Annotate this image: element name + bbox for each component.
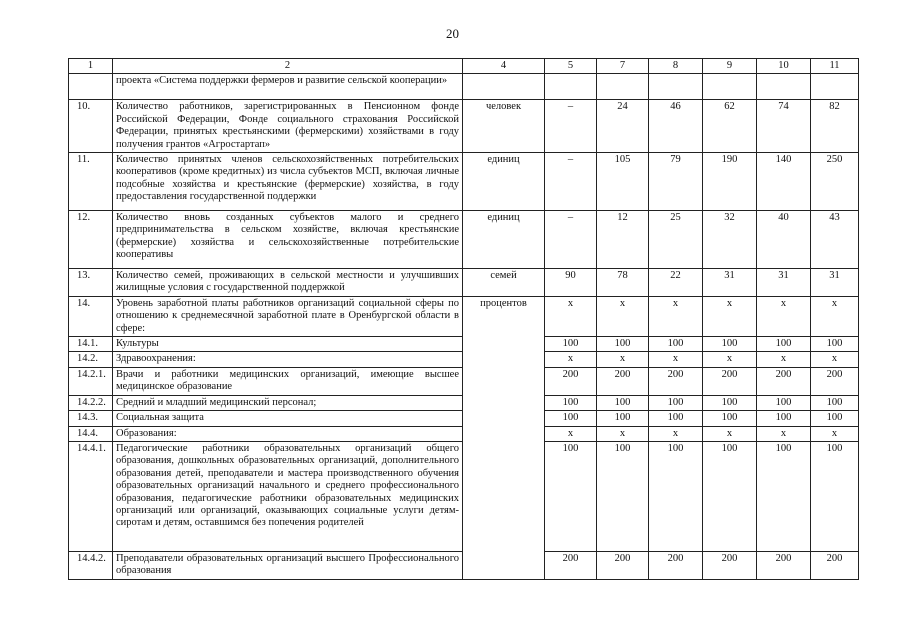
row-number: 14.2. — [69, 352, 113, 367]
value-cell: 12 — [597, 211, 649, 269]
value-cell: x — [757, 352, 811, 367]
value-cell: 100 — [811, 337, 859, 352]
value-cell: 250 — [811, 153, 859, 211]
indicator-name: Количество семей, проживающих в сельской местности и улучшивших жилищные условия с государственной поддержкой — [113, 269, 463, 297]
value-cell: 200 — [703, 367, 757, 395]
unit-cell: единиц — [463, 211, 545, 269]
row-number: 11. — [69, 153, 113, 211]
value-cell — [703, 74, 757, 100]
value-cell: 100 — [649, 395, 703, 410]
header-cell: 1 — [69, 59, 113, 74]
row-number: 13. — [69, 269, 113, 297]
unit-cell — [463, 74, 545, 100]
value-cell: 100 — [545, 441, 597, 551]
value-cell — [649, 74, 703, 100]
value-cell — [597, 74, 649, 100]
header-cell: 5 — [545, 59, 597, 74]
value-cell: 100 — [597, 337, 649, 352]
value-cell: x — [597, 296, 649, 336]
value-cell: 82 — [811, 100, 859, 153]
value-cell: x — [545, 426, 597, 441]
value-cell: 100 — [757, 441, 811, 551]
row-number: 12. — [69, 211, 113, 269]
unit-cell — [463, 551, 545, 579]
value-cell: 25 — [649, 211, 703, 269]
value-cell: 100 — [597, 441, 649, 551]
value-cell: 74 — [757, 100, 811, 153]
value-cell: x — [649, 426, 703, 441]
value-cell: 100 — [649, 337, 703, 352]
table-row — [69, 551, 859, 579]
value-cell: 100 — [811, 441, 859, 551]
value-cell: – — [545, 211, 597, 269]
header-cell: 8 — [649, 59, 703, 74]
value-cell: x — [545, 296, 597, 336]
indicator-name: Педагогические работники образовательных организаций общего образования, дошкольных образовательных организаций, дополнительного образования детей, преподаватели и мастера производственного обучения образовательных организаций начального и среднего профессионального образования, педагогические работники образовательных медицинских организаций или организаций, оказывающих социальные услуги детям-сиротам и детям, оставшимся без попечения родителей — [113, 441, 463, 551]
table-header-row — [69, 59, 859, 74]
header-cell: 10 — [757, 59, 811, 74]
indicator-name: Образования: — [113, 426, 463, 441]
indicator-name: проекта «Система поддержки фермеров и развитие сельской кооперации» — [113, 74, 463, 100]
value-cell: 190 — [703, 153, 757, 211]
table-row — [69, 74, 859, 100]
value-cell: 100 — [811, 395, 859, 410]
unit-cell: человек — [463, 100, 545, 153]
value-cell: 200 — [545, 367, 597, 395]
value-cell: 200 — [649, 551, 703, 579]
indicator-name: Преподаватели образовательных организаций высшего Профессионального образования — [113, 551, 463, 579]
header-cell: 4 — [463, 59, 545, 74]
table-row — [69, 337, 859, 352]
value-cell: 200 — [811, 551, 859, 579]
unit-cell — [463, 441, 545, 551]
value-cell: 200 — [811, 367, 859, 395]
row-number — [69, 74, 113, 100]
value-cell: 22 — [649, 269, 703, 297]
value-cell — [757, 74, 811, 100]
table-row — [69, 395, 859, 410]
value-cell — [545, 74, 597, 100]
value-cell: 31 — [703, 269, 757, 297]
value-cell: x — [703, 352, 757, 367]
header-cell: 11 — [811, 59, 859, 74]
unit-cell — [463, 367, 545, 395]
row-number: 14.3. — [69, 411, 113, 426]
unit-cell: процентов — [463, 296, 545, 336]
indicators-table — [68, 58, 859, 580]
header-cell: 7 — [597, 59, 649, 74]
page-number: 20 — [446, 26, 459, 41]
row-number: 14.4. — [69, 426, 113, 441]
value-cell: x — [757, 426, 811, 441]
indicator-name: Количество принятых членов сельскохозяйственных потребительских кооперативов (кроме кредитных) из числа субъектов МСП, включая личные подсобные хозяйства и крестьянские (фермерские) хозяйства, в году предоставления государственной поддержки — [113, 153, 463, 211]
value-cell: 105 — [597, 153, 649, 211]
value-cell: 100 — [649, 411, 703, 426]
row-number: 14. — [69, 296, 113, 336]
row-number: 14.2.2. — [69, 395, 113, 410]
table-row — [69, 153, 859, 211]
value-cell: x — [703, 296, 757, 336]
indicator-name: Количество вновь созданных субъектов малого и среднего предпринимательства в сельском хозяйстве, включая крестьянские (фермерские) хозяйства и сельскохозяйственные потребительские кооперативы — [113, 211, 463, 269]
header-cell: 2 — [113, 59, 463, 74]
indicator-name: Врачи и работники медицинских организаций, имеющие высшее медицинское образование — [113, 367, 463, 395]
row-number: 14.1. — [69, 337, 113, 352]
table-row — [69, 367, 859, 395]
value-cell: 100 — [545, 411, 597, 426]
value-cell: x — [811, 296, 859, 336]
value-cell: 78 — [597, 269, 649, 297]
value-cell: 200 — [757, 367, 811, 395]
value-cell: 200 — [703, 551, 757, 579]
value-cell: 43 — [811, 211, 859, 269]
value-cell: 100 — [757, 411, 811, 426]
value-cell: x — [597, 426, 649, 441]
value-cell: 200 — [597, 551, 649, 579]
unit-cell: семей — [463, 269, 545, 297]
row-number: 10. — [69, 100, 113, 153]
value-cell: x — [811, 426, 859, 441]
indicator-name: Количество работников, зарегистрированных в Пенсионном фонде Российской Федерации, Фонде социального страхования Российской Федерации, принятых крестьянскими (фермерскими) хозяйствами в году получения грантов «Агростартап» — [113, 100, 463, 153]
value-cell: 100 — [811, 411, 859, 426]
value-cell: 100 — [597, 411, 649, 426]
value-cell: – — [545, 153, 597, 211]
table-row — [69, 411, 859, 426]
value-cell: 100 — [703, 411, 757, 426]
unit-cell — [463, 426, 545, 441]
value-cell — [811, 74, 859, 100]
value-cell: 40 — [757, 211, 811, 269]
table-row — [69, 296, 859, 336]
indicator-name: Средний и младший медицинский персонал; — [113, 395, 463, 410]
value-cell: – — [545, 100, 597, 153]
value-cell: x — [757, 296, 811, 336]
value-cell: 200 — [649, 367, 703, 395]
value-cell: 32 — [703, 211, 757, 269]
indicator-name: Культуры — [113, 337, 463, 352]
value-cell: 200 — [757, 551, 811, 579]
value-cell: 24 — [597, 100, 649, 153]
unit-cell: единиц — [463, 153, 545, 211]
table-row — [69, 352, 859, 367]
unit-cell — [463, 337, 545, 352]
value-cell: 100 — [703, 337, 757, 352]
value-cell: 31 — [811, 269, 859, 297]
value-cell: 90 — [545, 269, 597, 297]
value-cell: x — [597, 352, 649, 367]
value-cell: 200 — [545, 551, 597, 579]
value-cell: 100 — [545, 395, 597, 410]
value-cell: 31 — [757, 269, 811, 297]
table-row — [69, 211, 859, 269]
value-cell: 62 — [703, 100, 757, 153]
value-cell: 100 — [545, 337, 597, 352]
unit-cell — [463, 395, 545, 410]
value-cell: 100 — [649, 441, 703, 551]
unit-cell — [463, 352, 545, 367]
unit-cell — [463, 411, 545, 426]
value-cell: 100 — [703, 441, 757, 551]
row-number: 14.4.1. — [69, 441, 113, 551]
value-cell: x — [545, 352, 597, 367]
row-number: 14.2.1. — [69, 367, 113, 395]
indicator-name: Здравоохранения: — [113, 352, 463, 367]
table-row — [69, 100, 859, 153]
indicator-name: Социальная защита — [113, 411, 463, 426]
value-cell: 100 — [757, 395, 811, 410]
value-cell: x — [811, 352, 859, 367]
value-cell: 100 — [757, 337, 811, 352]
indicator-name: Уровень заработной платы работников организаций социальной сферы по отношению к среднемесячной заработной плате в Оренбургской области в сфере: — [113, 296, 463, 336]
value-cell: 100 — [597, 395, 649, 410]
table-row — [69, 426, 859, 441]
value-cell: 79 — [649, 153, 703, 211]
value-cell: x — [703, 426, 757, 441]
value-cell: 46 — [649, 100, 703, 153]
value-cell: 100 — [703, 395, 757, 410]
value-cell: 200 — [597, 367, 649, 395]
header-cell: 9 — [703, 59, 757, 74]
row-number: 14.4.2. — [69, 551, 113, 579]
table-row — [69, 441, 859, 551]
value-cell: x — [649, 352, 703, 367]
table-row — [69, 269, 859, 297]
value-cell: 140 — [757, 153, 811, 211]
value-cell: x — [649, 296, 703, 336]
